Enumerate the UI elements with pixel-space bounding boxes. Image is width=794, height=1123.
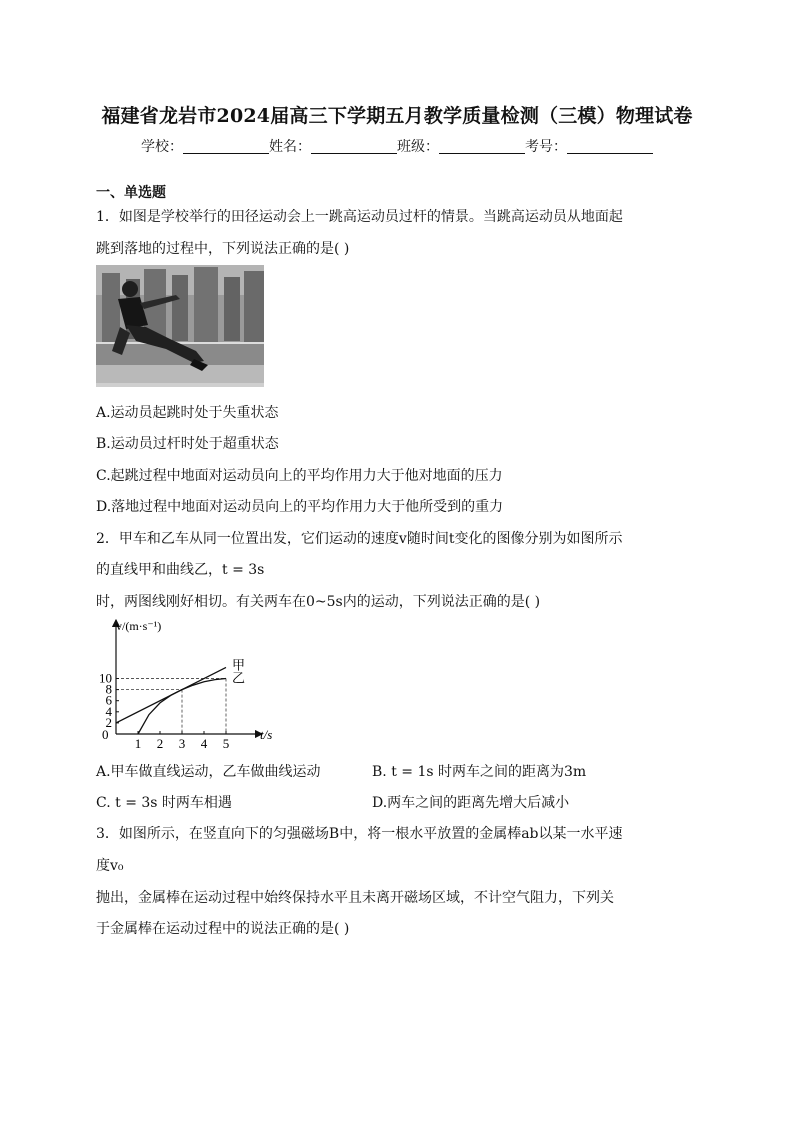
- y-tick-label: 6: [105, 692, 112, 708]
- q3-line-1: 3．如图所示，在竖直向下的匀强磁场B中，将一根水平放置的金属棒ab以某一水平速: [96, 826, 623, 842]
- school-blank[interactable]: [183, 139, 269, 154]
- series-label-2: 乙: [232, 670, 246, 686]
- q2-line-3: 时，两图线刚好相切。有关两车在0~5s内的运动，下列说法正确的是( ): [96, 594, 541, 610]
- section-heading: 一、单选题: [96, 185, 166, 201]
- q1-option-b: B.运动员过杆时处于超重状态: [96, 436, 279, 452]
- school-label: 学校：: [141, 139, 183, 155]
- q2-line-1: 2．甲车和乙车从同一位置出发，它们运动的速度v随时间t变化的图像分别为如图所示: [96, 531, 623, 547]
- q3-line-4: 于金属棒在运动过程中的说法正确的是( ): [96, 921, 350, 937]
- x-axis-label: t/s: [260, 727, 273, 742]
- y-tick-label: 8: [105, 681, 112, 697]
- q2-line-2: 的直线甲和曲线乙，t = 3s: [96, 562, 265, 578]
- name-blank[interactable]: [311, 139, 397, 154]
- q2-option-d: D.两车之间的距离先增大后减小: [372, 795, 570, 811]
- y-tick-label: 10: [99, 670, 112, 686]
- y-axis-label: v/(m·s⁻¹): [116, 619, 162, 633]
- x-tick-label: 4: [200, 736, 208, 751]
- class-blank[interactable]: [439, 139, 525, 154]
- name-label: 姓名：: [269, 139, 311, 155]
- high-jump-photo: [96, 265, 264, 387]
- x-tick-label: 3: [178, 736, 186, 751]
- q1-option-d: D.落地过程中地面对运动员向上的平均作用力大于他所受到的重力: [96, 499, 504, 515]
- id-blank[interactable]: [567, 139, 653, 154]
- id-label: 考号：: [525, 139, 567, 155]
- q1-line-2: 跳到落地的过程中，下列说法正确的是( ): [96, 241, 350, 257]
- y-tick-label: 2: [105, 714, 112, 730]
- q1-option-a: A.运动员起跳时处于失重状态: [96, 405, 279, 421]
- x-tick-label: 2: [156, 736, 164, 751]
- origin-label: 0: [102, 727, 109, 742]
- class-label: 班级：: [397, 139, 439, 155]
- q2-option-a: A.甲车做直线运动，乙车做曲线运动: [96, 764, 321, 780]
- series-label-1: 甲: [232, 657, 246, 673]
- velocity-time-chart: [94, 616, 294, 756]
- x-tick-label: 5: [222, 736, 230, 751]
- q1-line-1: 1．如图是学校举行的田径运动会上一跳高运动员过杆的情景。当跳高运动员从地面起: [96, 209, 623, 225]
- q1-option-c: C.起跳过程中地面对运动员向上的平均作用力大于他对地面的压力: [96, 468, 503, 484]
- q3-line-3: 抛出，金属棒在运动过程中始终保持水平且未离开磁场区域，不计空气阻力，下列关: [96, 890, 614, 906]
- student-info-row: [0, 136, 794, 156]
- y-tick-label: 4: [105, 703, 112, 719]
- x-tick-label: 1: [134, 736, 142, 751]
- q2-option-c: C. t = 3s 时两车相遇: [96, 795, 232, 811]
- q2-option-b: B. t = 1s 时两车之间的距离为3m: [372, 764, 587, 780]
- document-title: 福建省龙岩市2024届高三下学期五月教学质量检测（三模）物理试卷: [101, 105, 693, 127]
- q3-line-2: 度v₀: [96, 858, 124, 874]
